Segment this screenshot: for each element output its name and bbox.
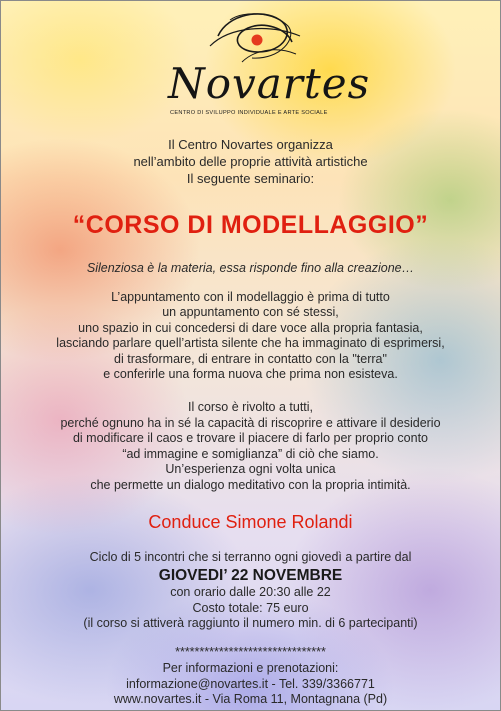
schedule-note: (il corso si attiverà raggiunto il numero min. di 6 partecipanti) — [83, 616, 418, 631]
contact-info — [0, 645, 501, 708]
motto: Silenziosa è la materia, essa risponde fino alla creazione… — [86, 261, 415, 275]
paragraph-line: “ad immagine e somiglianza” di ciò che siamo. — [122, 446, 379, 461]
novartes-logo — [160, 6, 371, 124]
contact-heading: Per informazioni e prenotazioni: — [162, 660, 339, 675]
conductor-name: Conduce Simone Rolandi — [148, 512, 353, 532]
paragraph-line: L’appuntamento con il modellaggio è prima di tutto — [111, 290, 390, 304]
intro-line: Il seguente seminario: — [186, 171, 315, 186]
paragraph-line: Il corso è rivolto a tutti, — [187, 400, 314, 414]
paragraph-line: e conferirle una forma nuova che prima non esisteva. — [103, 367, 398, 382]
star-separator: ******************************* — [175, 645, 326, 659]
paragraph-line: un appuntamento con sé stessi, — [162, 305, 339, 320]
paragraph-line: lasciando parlare quell’artista silente che ha immaginato di esprimersi, — [56, 336, 445, 351]
paragraph-line: di modificare il caos e trovare il piacere di farlo per proprio conto — [72, 431, 429, 446]
schedule-hours: con orario dalle 20:30 alle 22 — [170, 584, 331, 599]
intro-text — [0, 136, 501, 187]
schedule-date: GIOVEDI’ 22 NOVEMBRE — [158, 566, 343, 584]
paragraph-line: di trasformare, di entrare in contatto con la "terra" — [114, 351, 387, 366]
intro-line: nell’ambito delle proprie attività artistiche — [133, 154, 368, 169]
brand-name: Novartes — [168, 59, 371, 108]
paragraph-line: perché ognuno ha in sé la capacità di riscoprire e attivare il desiderio — [60, 415, 441, 430]
audience-paragraph — [0, 400, 501, 494]
paragraph-line: uno spazio in cui concedersi di dare voce alla propria fantasia, — [78, 320, 423, 335]
description-paragraph — [0, 290, 501, 382]
intro-line: Il Centro Novartes organizza — [168, 137, 333, 152]
contact-web-address: www.novartes.it - Via Roma 11, Montagnana (Pd) — [113, 692, 388, 707]
paragraph-line: che permette un dialogo meditativo con la propria intimità. — [90, 477, 411, 492]
contact-email-phone: informazione@novartes.it - Tel. 339/3366771 — [126, 676, 375, 691]
schedule-cost: Costo totale: 75 euro — [192, 600, 309, 615]
course-title: “CORSO DI MODELLAGGIO” — [72, 211, 429, 239]
paragraph-line: Un’esperienza ogni volta unica — [165, 462, 336, 477]
brand-tagline: CENTRO DI SVILUPPO INDIVIDUALE E ARTE SOCIALE — [170, 110, 328, 116]
schedule-cycle: Ciclo di 5 incontri che si terranno ogni giovedì a partire dal — [89, 550, 412, 564]
schedule-info — [0, 550, 501, 632]
